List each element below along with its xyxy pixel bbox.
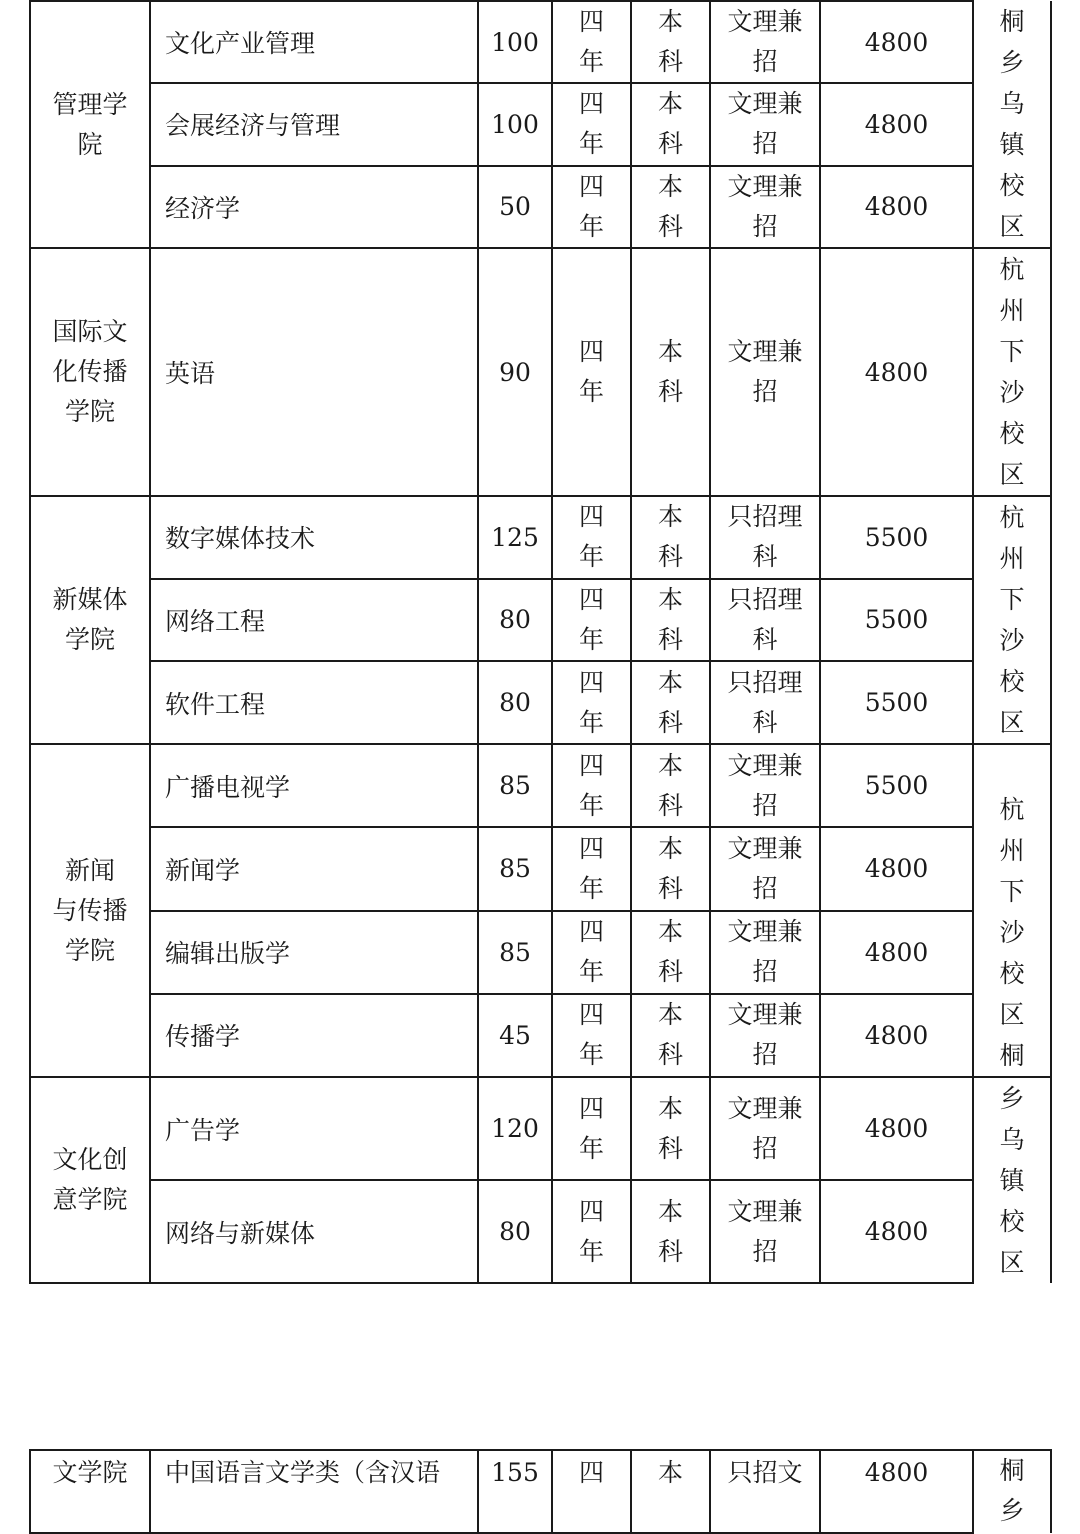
level-cell: 本 科: [631, 1077, 710, 1180]
subject-cell: 只招理 科: [710, 496, 820, 579]
major-cell: 数字媒体技术: [150, 496, 478, 579]
subject-cell: 文理兼 招: [710, 248, 820, 496]
fee-cell: 5500: [820, 744, 973, 827]
campus-label: 桐 乡 乌 镇 校 区: [999, 7, 1025, 241]
years-cell: 四 年: [552, 911, 631, 994]
fee-cell: 4800: [820, 994, 973, 1077]
level-cell: 本 科: [631, 661, 710, 744]
fee-cell: 4800: [820, 248, 973, 496]
years-cell: 四 年: [552, 166, 631, 248]
table-row: [30, 166, 1051, 248]
major-cell: 网络与新媒体: [150, 1180, 478, 1283]
college-cell: 文学院: [30, 1450, 150, 1533]
table-row: [30, 744, 1051, 827]
years-cell: 四 年: [552, 994, 631, 1077]
level-cell: 本 科: [631, 994, 710, 1077]
major-cell: 会展经济与管理: [150, 83, 478, 165]
table-row: [30, 1, 1051, 83]
major-cell: 新闻学: [150, 827, 478, 910]
years-cell: 四 年: [552, 496, 631, 579]
years-cell: 四 年: [552, 744, 631, 827]
quota-cell: 155: [478, 1450, 552, 1533]
level-cell: 本 科: [631, 579, 710, 662]
level-cell: 本 科: [631, 496, 710, 579]
fee-cell: 5500: [820, 579, 973, 662]
fee-cell: 4800: [820, 83, 973, 165]
years-cell: 四 年: [552, 827, 631, 910]
level-cell: 本 科: [631, 1, 710, 83]
major-cell: 广播电视学: [150, 744, 478, 827]
table-row: [30, 911, 1051, 994]
quota-cell: 90: [478, 248, 552, 496]
campus-cell: [973, 744, 1051, 1077]
fee-cell: 5500: [820, 661, 973, 744]
level-cell: 本: [631, 1450, 710, 1533]
quota-cell: 85: [478, 911, 552, 994]
campus-cell: [973, 248, 1051, 496]
campus-cell: [973, 1, 1051, 248]
quota-cell: 120: [478, 1077, 552, 1180]
subject-cell: 文理兼 招: [710, 744, 820, 827]
major-cell: 传播学: [150, 994, 478, 1077]
subject-cell: 文理兼 招: [710, 1, 820, 83]
table-row: [30, 994, 1051, 1077]
college-cell: 国际文 化传播 学院: [30, 248, 150, 496]
fee-cell: 4800: [820, 1450, 973, 1533]
subject-cell: 文理兼 招: [710, 166, 820, 248]
years-cell: 四 年: [552, 1180, 631, 1283]
table-row: [30, 83, 1051, 165]
subject-cell: 文理兼 招: [710, 994, 820, 1077]
major-cell: 软件工程: [150, 661, 478, 744]
level-cell: 本 科: [631, 166, 710, 248]
campus-cell: 桐 乡: [973, 1450, 1051, 1533]
campus-label: 乡 乌 镇 校 区: [999, 1084, 1025, 1277]
campus-label: 杭 州 下 沙 校 区 桐: [999, 795, 1025, 1070]
subject-cell: 只招理 科: [710, 579, 820, 662]
fee-cell: 4800: [820, 166, 973, 248]
quota-cell: 80: [478, 579, 552, 662]
quota-cell: 80: [478, 661, 552, 744]
fee-cell: 4800: [820, 827, 973, 910]
campus-label: 杭 州 下 沙 校 区: [999, 503, 1025, 737]
subject-cell: 文理兼 招: [710, 911, 820, 994]
table-row: [30, 579, 1051, 662]
subject-cell: 文理兼 招: [710, 1077, 820, 1180]
table-row: [30, 1450, 1051, 1533]
table-row: [30, 248, 1051, 496]
level-cell: 本 科: [631, 827, 710, 910]
level-cell: 本 科: [631, 744, 710, 827]
subject-cell: 文理兼 招: [710, 83, 820, 165]
fee-cell: 5500: [820, 496, 973, 579]
table-row: [30, 661, 1051, 744]
quota-cell: 80: [478, 1180, 552, 1283]
quota-cell: 125: [478, 496, 552, 579]
years-cell: 四: [552, 1450, 631, 1533]
major-cell: 经济学: [150, 166, 478, 248]
years-cell: 四 年: [552, 248, 631, 496]
table-row: [30, 496, 1051, 579]
major-cell: 文化产业管理: [150, 1, 478, 83]
quota-cell: 85: [478, 827, 552, 910]
level-cell: 本 科: [631, 911, 710, 994]
college-cell: 新媒体 学院: [30, 496, 150, 744]
years-cell: 四 年: [552, 661, 631, 744]
campus-cell: [973, 496, 1051, 744]
fee-cell: 4800: [820, 1077, 973, 1180]
fee-cell: 4800: [820, 1180, 973, 1283]
level-cell: 本 科: [631, 83, 710, 165]
level-cell: 本 科: [631, 1180, 710, 1283]
years-cell: 四 年: [552, 1, 631, 83]
table-row: [30, 827, 1051, 910]
table-row: [30, 1077, 1051, 1180]
major-cell: 广告学: [150, 1077, 478, 1180]
subject-cell: 文理兼 招: [710, 1180, 820, 1283]
fee-cell: 4800: [820, 911, 973, 994]
college-cell: 文化创 意学院: [30, 1077, 150, 1283]
campus-cell: [973, 1077, 1051, 1283]
subject-cell: 只招理 科: [710, 661, 820, 744]
major-cell: 编辑出版学: [150, 911, 478, 994]
years-cell: 四 年: [552, 83, 631, 165]
college-cell: 管理学 院: [30, 1, 150, 248]
quota-cell: 50: [478, 166, 552, 248]
quota-cell: 85: [478, 744, 552, 827]
admission-table-continued: [29, 1449, 1052, 1534]
major-cell: 英语: [150, 248, 478, 496]
major-cell: 中国语言文学类（含汉语: [150, 1450, 478, 1533]
admission-table: [29, 0, 1052, 1284]
level-cell: 本 科: [631, 248, 710, 496]
years-cell: 四 年: [552, 579, 631, 662]
table-row: [30, 1180, 1051, 1283]
quota-cell: 100: [478, 1, 552, 83]
campus-label: 杭 州 下 沙 校 区: [999, 255, 1025, 489]
major-cell: 网络工程: [150, 579, 478, 662]
quota-cell: 45: [478, 994, 552, 1077]
subject-cell: 只招文: [710, 1450, 820, 1533]
quota-cell: 100: [478, 83, 552, 165]
subject-cell: 文理兼 招: [710, 827, 820, 910]
years-cell: 四 年: [552, 1077, 631, 1180]
college-cell: 新闻 与传播 学院: [30, 744, 150, 1077]
fee-cell: 4800: [820, 1, 973, 83]
